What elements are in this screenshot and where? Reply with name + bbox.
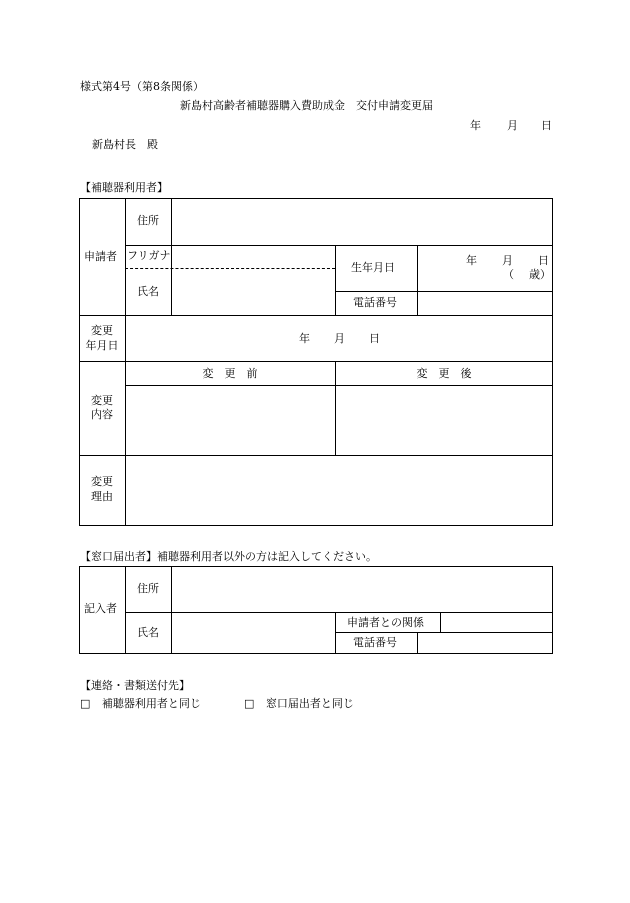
filer-phone-label: 電話番号 <box>353 636 397 649</box>
address-label: 住所 <box>137 214 159 227</box>
option-same-as-filer[interactable] <box>244 697 354 711</box>
birth-month-label: 月 <box>502 254 513 267</box>
birthdate-label: 生年月日 <box>351 261 395 274</box>
user-table <box>79 198 553 526</box>
checkbox-icon[interactable]: □ <box>244 697 255 710</box>
change-content-label-line1: 変更 <box>91 394 113 407</box>
filer-label: 記入者 <box>84 602 117 615</box>
date-year-label: 年 <box>470 119 481 132</box>
name-label: 氏名 <box>137 285 159 298</box>
change-year-label: 年 <box>299 332 310 345</box>
change-day-label: 日 <box>369 332 380 345</box>
form-title: 新島村高齢者補聴器購入費助成金 交付申請変更届 <box>180 99 433 112</box>
change-date-label-line2: 年月日 <box>85 339 119 352</box>
option-same-as-user[interactable] <box>80 697 201 711</box>
section-user-heading: 【補聴器利用者】 <box>80 181 168 194</box>
change-content-label-line2: 内容 <box>91 408 113 421</box>
addressee: 新島村長 殿 <box>92 138 158 151</box>
birth-year-label: 年 <box>466 254 477 267</box>
age-unit-label: 歳） <box>529 268 551 281</box>
after-label: 変 更 後 <box>416 367 472 380</box>
birth-day-label: 日 <box>538 254 549 267</box>
option-same-as-user-label: 補聴器利用者と同じ <box>101 697 201 710</box>
phone-label: 電話番号 <box>353 296 397 309</box>
change-date-label-line1: 変更 <box>91 324 113 337</box>
furigana-label: フリガナ <box>127 249 171 262</box>
form-number: 様式第4号（第8条関係） <box>80 80 204 93</box>
filer-address-label: 住所 <box>137 582 159 595</box>
checkbox-icon[interactable]: □ <box>80 697 91 710</box>
before-label: 変 更 前 <box>202 367 258 380</box>
filer-table <box>79 566 553 654</box>
furigana-divider <box>125 268 335 269</box>
relation-label: 申請者との関係 <box>347 616 424 629</box>
filer-name-label: 氏名 <box>137 626 159 639</box>
change-reason-label-line2: 理由 <box>91 490 113 503</box>
date-month-label: 月 <box>507 119 518 132</box>
change-reason-label-line1: 変更 <box>91 475 113 488</box>
age-open-paren: （ <box>503 268 514 281</box>
section-filer-heading: 【窓口届出者】補聴器利用者以外の方は記入してください。 <box>80 550 377 563</box>
change-month-label: 月 <box>334 332 345 345</box>
date-day-label: 日 <box>541 119 552 132</box>
section-contact-heading: 【連絡・書類送付先】 <box>80 679 190 692</box>
option-same-as-filer-label: 窓口届出者と同じ <box>265 697 354 710</box>
applicant-label: 申請者 <box>84 250 117 263</box>
